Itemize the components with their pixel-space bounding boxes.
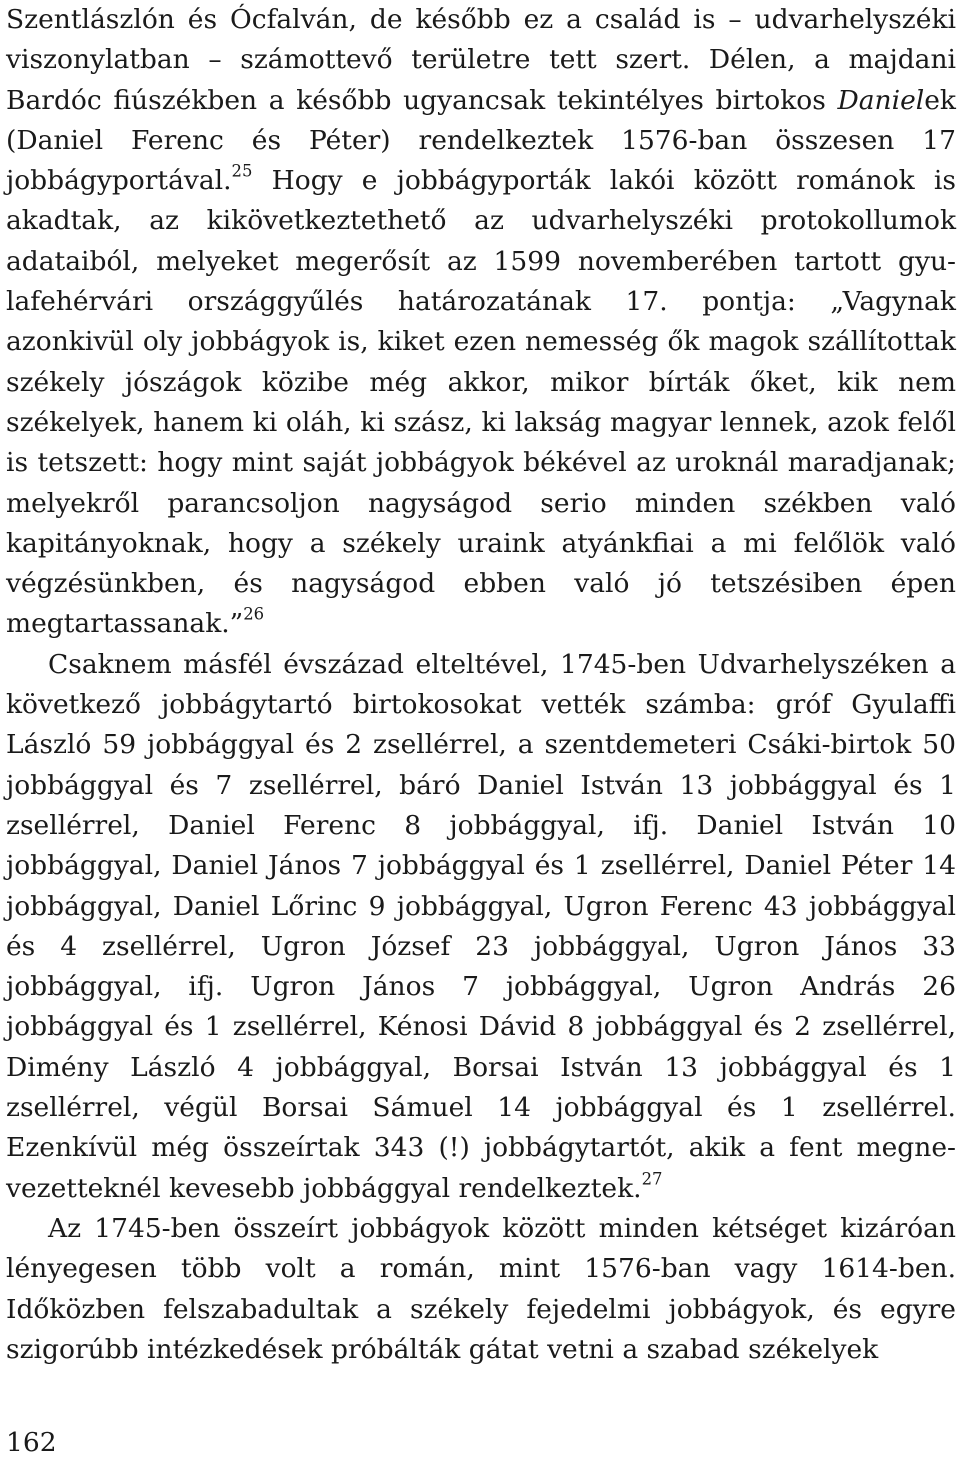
paragraph-3: [6, 1209, 956, 1370]
footnote-ref-26[interactable]: 26: [243, 605, 265, 625]
text-segment: Szentlászlón és Ócfalván, de később ez a család is – udvarhelyszéki viszonylatban – számottevő területre tett szert. Délen, a majdani Bardóc fiúszékben a később ugyancsak tekintélyes birtokos: [6, 4, 956, 116]
footnote-ref-27[interactable]: 27: [641, 1169, 663, 1189]
text-segment: ek (Daniel Ferenc és Péter) rendelkeztek 1576-ban összesen 17 jobbágyportával.: [6, 84, 956, 197]
footnote-ref-25[interactable]: 25: [231, 161, 253, 181]
page-number: 162: [6, 1427, 57, 1458]
text-segment: Az 1745-ben összeírt jobbágyok között minden kétséget kizáróan lényegesen több volt a román, mint 1576-ban vagy 1614-ben. Időközben felszabadultak a székely fejedelmi jobbágyok, és egyre szigorúbb intézkedések próbálták gátat vetni a szabad székelyek: [6, 1212, 956, 1365]
paragraph-2: [6, 645, 956, 1209]
text-segment: Hogy e jobbágyporták lakói között románok is akadtak, az kikövetkeztethető az udvarhelyszéki protokollumok adataiból, melyeket megerősít az 1599 novemberében tartott gyulafehérvári országgyűlés határozatának 17. pontja: „Vagynak azonkivül oly jobbágyok is, kiket ezen nemesség ők magok szállítottak székely jószágok közibe még akkor, mikor bírták őket, kik nem székelyek, hanem ki oláh, ki szász, ki lakság magyar lennek, azok felől is tetszett: hogy mint saját jobbágyok békével az uroknál maradjanak; melyekről parancsoljon nagyságod serio minden székben való kapitányoknak, hogy a székely uraink atyánkfiai a mi felőlök való végzésünkben, és nagyságod ebben való jó tetszésiben épen megtartassanak.”: [6, 165, 956, 640]
paragraph-1: [6, 0, 956, 645]
text-segment: Csaknem másfél évszázad elteltével, 1745-ben Udvarhelyszéken a következő jobbágytartó birtokosokat vették számba: gróf Gyulaffi László 59 jobbággyal és 2 zsellérrel, a szentdemeteri Csáki-birtok 50 jobbággyal és 7 zsellérrel, báró Daniel István 13 jobbággyal és 1 zsellérrel, Daniel Ferenc 8 jobbággyal, ifj. Daniel István 10 jobbággyal, Daniel János 7 jobbággyal és 1 zsellérrel, Daniel Péter 14 jobbággyal, Daniel Lőrinc 9 jobbággyal, Ugron Ferenc 43 jobbággyal és 4 zsellérrel, Ugron József 23 jobbággyal, Ugron János 33 jobbággyal, ifj. Ugron János 7 jobbággyal, Ugron András 26 jobbággyal és 1 zsellérrel, Kénosi Dávid 8 jobbággyal és 2 zsellérrel, Dimény László 4 jobbággyal, Borsai István 13 jobbággyal és 1 zsellérrel, végül Borsai Sámuel 14 jobbággyal és 1 zsellérrel. Ezenkívül még összeírtak 343 (!) jobbágytartót, akik a fent megnevezetteknél kevesebb jobbággyal rendelkeztek.: [6, 648, 956, 1204]
page-body: [6, 0, 956, 1370]
italic-name: Daniel: [837, 84, 925, 116]
